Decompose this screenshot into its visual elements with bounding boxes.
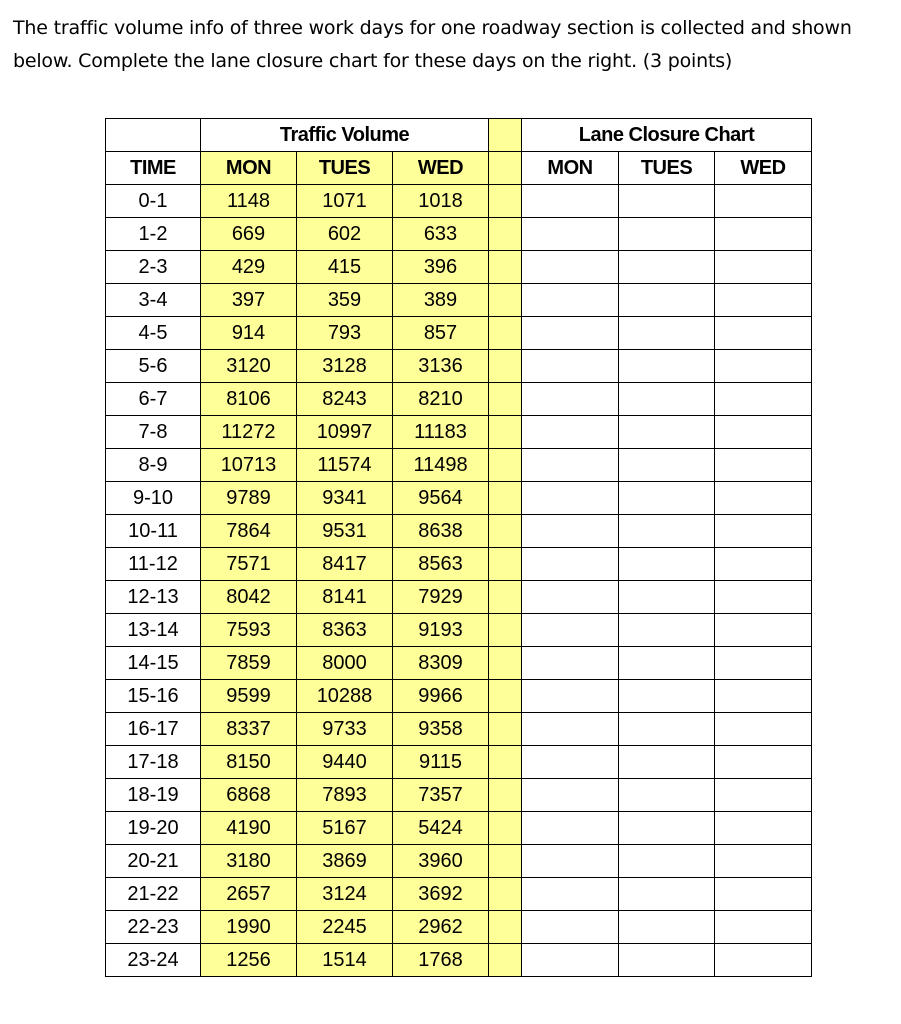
tues-volume-cell: 1071	[297, 185, 393, 218]
time-cell: 6-7	[106, 383, 201, 416]
lane-closure-tues-cell[interactable]	[619, 218, 715, 251]
lane-closure-mon-cell[interactable]	[522, 284, 619, 317]
mon-volume-cell: 8106	[201, 383, 297, 416]
lane-closure-wed-cell[interactable]	[715, 614, 812, 647]
wed-volume-cell: 9358	[393, 713, 489, 746]
lane-closure-header-wed: WED	[715, 152, 812, 185]
spacer-column-cell	[489, 317, 522, 350]
tues-volume-cell: 602	[297, 218, 393, 251]
wed-volume-cell: 11498	[393, 449, 489, 482]
col-header-wed: WED	[393, 152, 489, 185]
table-row	[106, 647, 812, 680]
lane-closure-wed-cell[interactable]	[715, 647, 812, 680]
wed-volume-cell: 857	[393, 317, 489, 350]
wed-volume-cell: 9115	[393, 746, 489, 779]
lane-closure-wed-cell[interactable]	[715, 878, 812, 911]
time-cell: 21-22	[106, 878, 201, 911]
lane-closure-mon-cell[interactable]	[522, 779, 619, 812]
mon-volume-cell: 3180	[201, 845, 297, 878]
lane-closure-tues-cell[interactable]	[619, 482, 715, 515]
time-cell: 23-24	[106, 944, 201, 977]
tues-volume-cell: 5167	[297, 812, 393, 845]
mon-volume-cell: 6868	[201, 779, 297, 812]
spacer-column-cell	[489, 251, 522, 284]
tues-volume-cell: 10288	[297, 680, 393, 713]
tues-volume-cell: 2245	[297, 911, 393, 944]
mon-volume-cell: 9789	[201, 482, 297, 515]
table-row	[106, 548, 812, 581]
lane-closure-tues-cell[interactable]	[619, 944, 715, 977]
tues-volume-cell: 8363	[297, 614, 393, 647]
spacer-column-cell	[489, 746, 522, 779]
spacer-column-cell	[489, 416, 522, 449]
spacer-column-cell	[489, 812, 522, 845]
mon-volume-cell: 4190	[201, 812, 297, 845]
mon-volume-cell: 9599	[201, 680, 297, 713]
spacer-column-cell	[489, 911, 522, 944]
lane-closure-mon-cell[interactable]	[522, 746, 619, 779]
lane-closure-mon-cell[interactable]	[522, 713, 619, 746]
table-row	[106, 515, 812, 548]
table-row	[106, 350, 812, 383]
table-row	[106, 482, 812, 515]
wed-volume-cell: 8210	[393, 383, 489, 416]
tues-volume-cell: 9341	[297, 482, 393, 515]
spacer-column-cell	[489, 152, 522, 185]
lane-closure-tues-cell[interactable]	[619, 251, 715, 284]
mon-volume-cell: 914	[201, 317, 297, 350]
mon-volume-cell: 7571	[201, 548, 297, 581]
mon-volume-cell: 8150	[201, 746, 297, 779]
tues-volume-cell: 1514	[297, 944, 393, 977]
table-row	[106, 911, 812, 944]
problem-line-1: The traffic volume info of three work days for one roadway section is collected and shown	[13, 17, 852, 39]
lane-closure-tues-cell[interactable]	[619, 317, 715, 350]
lane-closure-wed-cell[interactable]	[715, 383, 812, 416]
lane-closure-wed-cell[interactable]	[715, 779, 812, 812]
tues-volume-cell: 11574	[297, 449, 393, 482]
col-header-mon: MON	[201, 152, 297, 185]
time-cell: 11-12	[106, 548, 201, 581]
table-row	[106, 284, 812, 317]
tues-volume-cell: 3124	[297, 878, 393, 911]
mon-volume-cell: 1256	[201, 944, 297, 977]
lane-closure-wed-cell[interactable]	[715, 812, 812, 845]
table-row	[106, 878, 812, 911]
wed-volume-cell: 8563	[393, 548, 489, 581]
spacer-column-cell	[489, 449, 522, 482]
wed-volume-cell: 11183	[393, 416, 489, 449]
time-cell: 2-3	[106, 251, 201, 284]
spacer-column-cell	[489, 713, 522, 746]
lane-closure-mon-cell[interactable]	[522, 251, 619, 284]
lane-closure-mon-cell[interactable]	[522, 878, 619, 911]
table-row	[106, 185, 812, 218]
tues-volume-cell: 9440	[297, 746, 393, 779]
lane-closure-tues-cell[interactable]	[619, 284, 715, 317]
mon-volume-cell: 1990	[201, 911, 297, 944]
lane-closure-wed-cell[interactable]	[715, 416, 812, 449]
time-cell: 3-4	[106, 284, 201, 317]
lane-closure-mon-cell[interactable]	[522, 680, 619, 713]
lane-closure-tues-cell[interactable]	[619, 911, 715, 944]
lane-closure-mon-cell[interactable]	[522, 581, 619, 614]
table-row	[106, 581, 812, 614]
mon-volume-cell: 3120	[201, 350, 297, 383]
col-header-tues: TUES	[297, 152, 393, 185]
spacer-column-cell	[489, 878, 522, 911]
table-row	[106, 383, 812, 416]
time-cell: 18-19	[106, 779, 201, 812]
table-body	[106, 185, 812, 977]
wed-volume-cell: 1768	[393, 944, 489, 977]
tues-volume-cell: 8141	[297, 581, 393, 614]
time-cell: 0-1	[106, 185, 201, 218]
tues-volume-cell: 8417	[297, 548, 393, 581]
lane-closure-tues-cell[interactable]	[619, 713, 715, 746]
lane-closure-tues-cell[interactable]	[619, 647, 715, 680]
lane-closure-tues-cell[interactable]	[619, 680, 715, 713]
spacer-column-cell	[489, 383, 522, 416]
spacer-column-cell	[489, 581, 522, 614]
lane-closure-wed-cell[interactable]	[715, 680, 812, 713]
lane-closure-wed-cell[interactable]	[715, 251, 812, 284]
time-cell: 15-16	[106, 680, 201, 713]
spacer-column-cell	[489, 350, 522, 383]
wed-volume-cell: 7929	[393, 581, 489, 614]
lane-closure-mon-cell[interactable]	[522, 812, 619, 845]
tues-volume-cell: 7893	[297, 779, 393, 812]
problem-line-2: below. Complete the lane closure chart for these days on the right. (3 points)	[13, 50, 733, 72]
mon-volume-cell: 8042	[201, 581, 297, 614]
mon-volume-cell: 7864	[201, 515, 297, 548]
lane-closure-tues-cell[interactable]	[619, 515, 715, 548]
tues-volume-cell: 3128	[297, 350, 393, 383]
wed-volume-cell: 2962	[393, 911, 489, 944]
lane-closure-wed-cell[interactable]	[715, 350, 812, 383]
time-cell: 7-8	[106, 416, 201, 449]
wed-volume-cell: 8638	[393, 515, 489, 548]
lane-closure-wed-cell[interactable]	[715, 548, 812, 581]
spacer-column-cell	[489, 779, 522, 812]
lane-closure-wed-cell[interactable]	[715, 515, 812, 548]
mon-volume-cell: 8337	[201, 713, 297, 746]
wed-volume-cell: 389	[393, 284, 489, 317]
lane-closure-mon-cell[interactable]	[522, 482, 619, 515]
lane-closure-tues-cell[interactable]	[619, 614, 715, 647]
wed-volume-cell: 5424	[393, 812, 489, 845]
lane-closure-tues-cell[interactable]	[619, 779, 715, 812]
lane-closure-mon-cell[interactable]	[522, 449, 619, 482]
table-row	[106, 713, 812, 746]
time-cell: 19-20	[106, 812, 201, 845]
wed-volume-cell: 8309	[393, 647, 489, 680]
lane-closure-tues-cell[interactable]	[619, 746, 715, 779]
lane-closure-wed-cell[interactable]	[715, 185, 812, 218]
lane-closure-wed-cell[interactable]	[715, 713, 812, 746]
table-row	[106, 449, 812, 482]
spacer-column-cell	[489, 284, 522, 317]
spacer-column-cell	[489, 185, 522, 218]
time-cell: 1-2	[106, 218, 201, 251]
col-header-time: TIME	[106, 152, 201, 185]
lane-closure-mon-cell[interactable]	[522, 515, 619, 548]
table-row	[106, 251, 812, 284]
lane-closure-wed-cell[interactable]	[715, 944, 812, 977]
spacer-column-cell	[489, 680, 522, 713]
time-cell: 20-21	[106, 845, 201, 878]
lane-closure-mon-cell[interactable]	[522, 416, 619, 449]
spacer-column-cell	[489, 647, 522, 680]
tues-volume-cell: 8000	[297, 647, 393, 680]
traffic-volume-title: Traffic Volume	[201, 119, 489, 152]
lane-closure-mon-cell[interactable]	[522, 317, 619, 350]
lane-closure-mon-cell[interactable]	[522, 218, 619, 251]
tues-volume-cell: 9733	[297, 713, 393, 746]
lane-closure-header-mon: MON	[522, 152, 619, 185]
lane-closure-tues-cell[interactable]	[619, 350, 715, 383]
header-row-1	[106, 119, 812, 152]
lane-closure-wed-cell[interactable]	[715, 449, 812, 482]
lane-closure-mon-cell[interactable]	[522, 548, 619, 581]
spacer-column-cell	[489, 944, 522, 977]
time-cell: 17-18	[106, 746, 201, 779]
mon-volume-cell: 7859	[201, 647, 297, 680]
wed-volume-cell: 1018	[393, 185, 489, 218]
tues-volume-cell: 9531	[297, 515, 393, 548]
lane-closure-wed-cell[interactable]	[715, 284, 812, 317]
tues-volume-cell: 8243	[297, 383, 393, 416]
mon-volume-cell: 429	[201, 251, 297, 284]
lane-closure-wed-cell[interactable]	[715, 482, 812, 515]
wed-volume-cell: 9966	[393, 680, 489, 713]
time-cell: 13-14	[106, 614, 201, 647]
tues-volume-cell: 3869	[297, 845, 393, 878]
lane-closure-mon-cell[interactable]	[522, 350, 619, 383]
table-row	[106, 845, 812, 878]
spacer-column-cell	[489, 218, 522, 251]
mon-volume-cell: 10713	[201, 449, 297, 482]
lane-closure-wed-cell[interactable]	[715, 845, 812, 878]
tues-volume-cell: 793	[297, 317, 393, 350]
time-cell: 5-6	[106, 350, 201, 383]
lane-closure-title: Lane Closure Chart	[522, 119, 812, 152]
header-row-2	[106, 152, 812, 185]
lane-closure-wed-cell[interactable]	[715, 911, 812, 944]
tues-volume-cell: 359	[297, 284, 393, 317]
mon-volume-cell: 11272	[201, 416, 297, 449]
time-cell: 10-11	[106, 515, 201, 548]
table-row	[106, 218, 812, 251]
time-cell: 12-13	[106, 581, 201, 614]
time-cell: 8-9	[106, 449, 201, 482]
spacer-column-cell	[489, 515, 522, 548]
wed-volume-cell: 633	[393, 218, 489, 251]
tues-volume-cell: 10997	[297, 416, 393, 449]
lane-closure-tues-cell[interactable]	[619, 812, 715, 845]
lane-closure-mon-cell[interactable]	[522, 944, 619, 977]
time-cell: 9-10	[106, 482, 201, 515]
mon-volume-cell: 7593	[201, 614, 297, 647]
spacer-column-cell	[489, 614, 522, 647]
lane-closure-wed-cell[interactable]	[715, 218, 812, 251]
problem-statement	[13, 12, 883, 78]
mon-volume-cell: 397	[201, 284, 297, 317]
lane-closure-mon-cell[interactable]	[522, 647, 619, 680]
spacer-column-cell	[489, 482, 522, 515]
traffic-lane-closure-table	[105, 118, 812, 977]
wed-volume-cell: 396	[393, 251, 489, 284]
wed-volume-cell: 7357	[393, 779, 489, 812]
spacer-column-cell	[489, 845, 522, 878]
tues-volume-cell: 415	[297, 251, 393, 284]
lane-closure-wed-cell[interactable]	[715, 317, 812, 350]
table-row	[106, 812, 812, 845]
header-corner-blank	[106, 119, 201, 152]
table-row	[106, 317, 812, 350]
lane-closure-header-tues: TUES	[619, 152, 715, 185]
mon-volume-cell: 1148	[201, 185, 297, 218]
time-cell: 4-5	[106, 317, 201, 350]
time-cell: 14-15	[106, 647, 201, 680]
lane-closure-tues-cell[interactable]	[619, 449, 715, 482]
table-row	[106, 680, 812, 713]
lane-closure-tues-cell[interactable]	[619, 416, 715, 449]
table-row	[106, 416, 812, 449]
lane-closure-tues-cell[interactable]	[619, 185, 715, 218]
mon-volume-cell: 669	[201, 218, 297, 251]
table-row	[106, 779, 812, 812]
wed-volume-cell: 3960	[393, 845, 489, 878]
wed-volume-cell: 9564	[393, 482, 489, 515]
spacer-column-cell	[489, 548, 522, 581]
wed-volume-cell: 3692	[393, 878, 489, 911]
lane-closure-mon-cell[interactable]	[522, 845, 619, 878]
wed-volume-cell: 9193	[393, 614, 489, 647]
table-row	[106, 944, 812, 977]
lane-closure-tues-cell[interactable]	[619, 581, 715, 614]
table-row	[106, 614, 812, 647]
table-row	[106, 746, 812, 779]
lane-closure-mon-cell[interactable]	[522, 185, 619, 218]
spacer-column-header	[489, 119, 522, 152]
lane-closure-tues-cell[interactable]	[619, 845, 715, 878]
mon-volume-cell: 2657	[201, 878, 297, 911]
lane-closure-mon-cell[interactable]	[522, 383, 619, 416]
wed-volume-cell: 3136	[393, 350, 489, 383]
lane-closure-tues-cell[interactable]	[619, 383, 715, 416]
lane-closure-mon-cell[interactable]	[522, 911, 619, 944]
time-cell: 22-23	[106, 911, 201, 944]
lane-closure-mon-cell[interactable]	[522, 614, 619, 647]
lane-closure-wed-cell[interactable]	[715, 581, 812, 614]
lane-closure-tues-cell[interactable]	[619, 548, 715, 581]
lane-closure-tues-cell[interactable]	[619, 878, 715, 911]
lane-closure-wed-cell[interactable]	[715, 746, 812, 779]
time-cell: 16-17	[106, 713, 201, 746]
